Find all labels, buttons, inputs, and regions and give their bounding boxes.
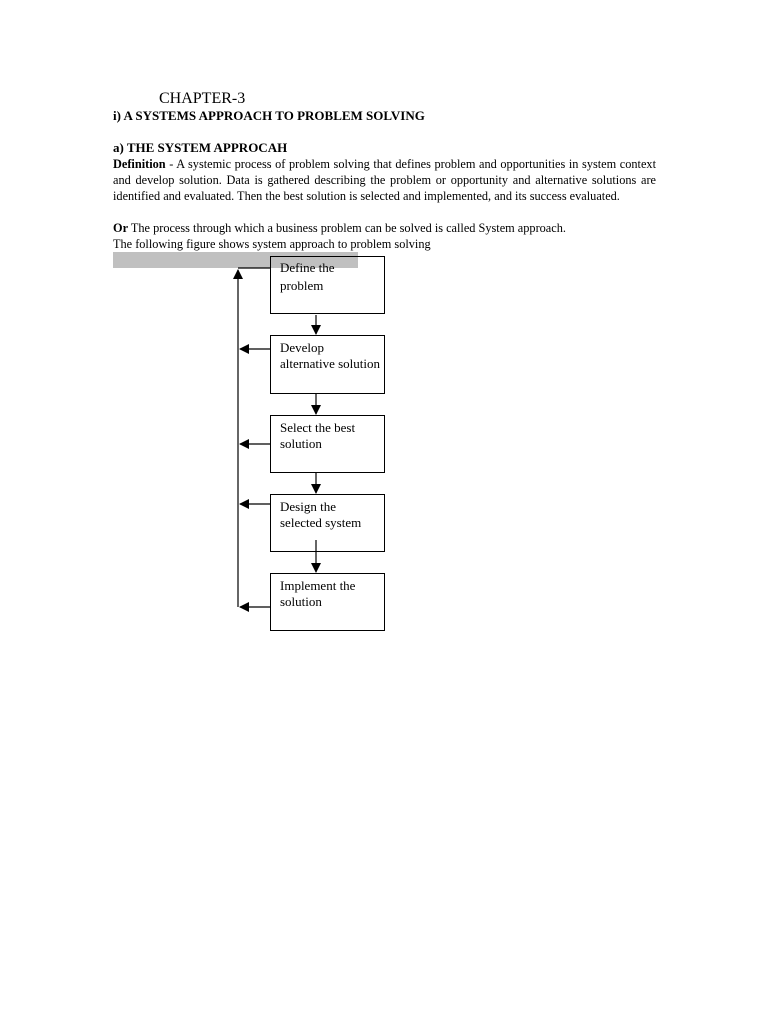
chapter-title: CHAPTER-3 — [159, 90, 246, 107]
alternative-text: The process through which a business problem can be solved is called System approach. — [128, 221, 566, 235]
step-implement — [270, 573, 385, 631]
definition-paragraph — [113, 156, 656, 204]
section-title: i) A SYSTEMS APPROACH TO PROBLEM SOLVING — [113, 108, 425, 123]
step-label: Implement the solution — [280, 578, 356, 609]
step-select — [270, 415, 385, 473]
alternative-label: Or — [113, 221, 129, 235]
step-label: Define the problem — [280, 260, 335, 293]
step-label: Select the best solution — [280, 420, 356, 451]
step-design — [270, 494, 385, 552]
definition-label: Definition — [113, 157, 166, 171]
alternative-paragraph — [113, 220, 656, 236]
step-label: Design the selected system — [280, 499, 362, 530]
subsection-title: a) THE SYSTEM APPROCAH — [113, 140, 288, 155]
step-label: Develop alternative solution — [280, 340, 381, 371]
definition-text: - A systemic process of problem solving that defines problem and opportunities in system context and develop solution. Data is gathered describing the problem or opportunity and alternative solutions are identified and evaluated. Then the best solution is selected and implemented, and its success evaluated. — [113, 157, 656, 203]
step-define — [270, 256, 385, 314]
step-develop — [270, 335, 385, 394]
figure-intro: The following figure shows system approach to problem solving — [113, 237, 431, 251]
